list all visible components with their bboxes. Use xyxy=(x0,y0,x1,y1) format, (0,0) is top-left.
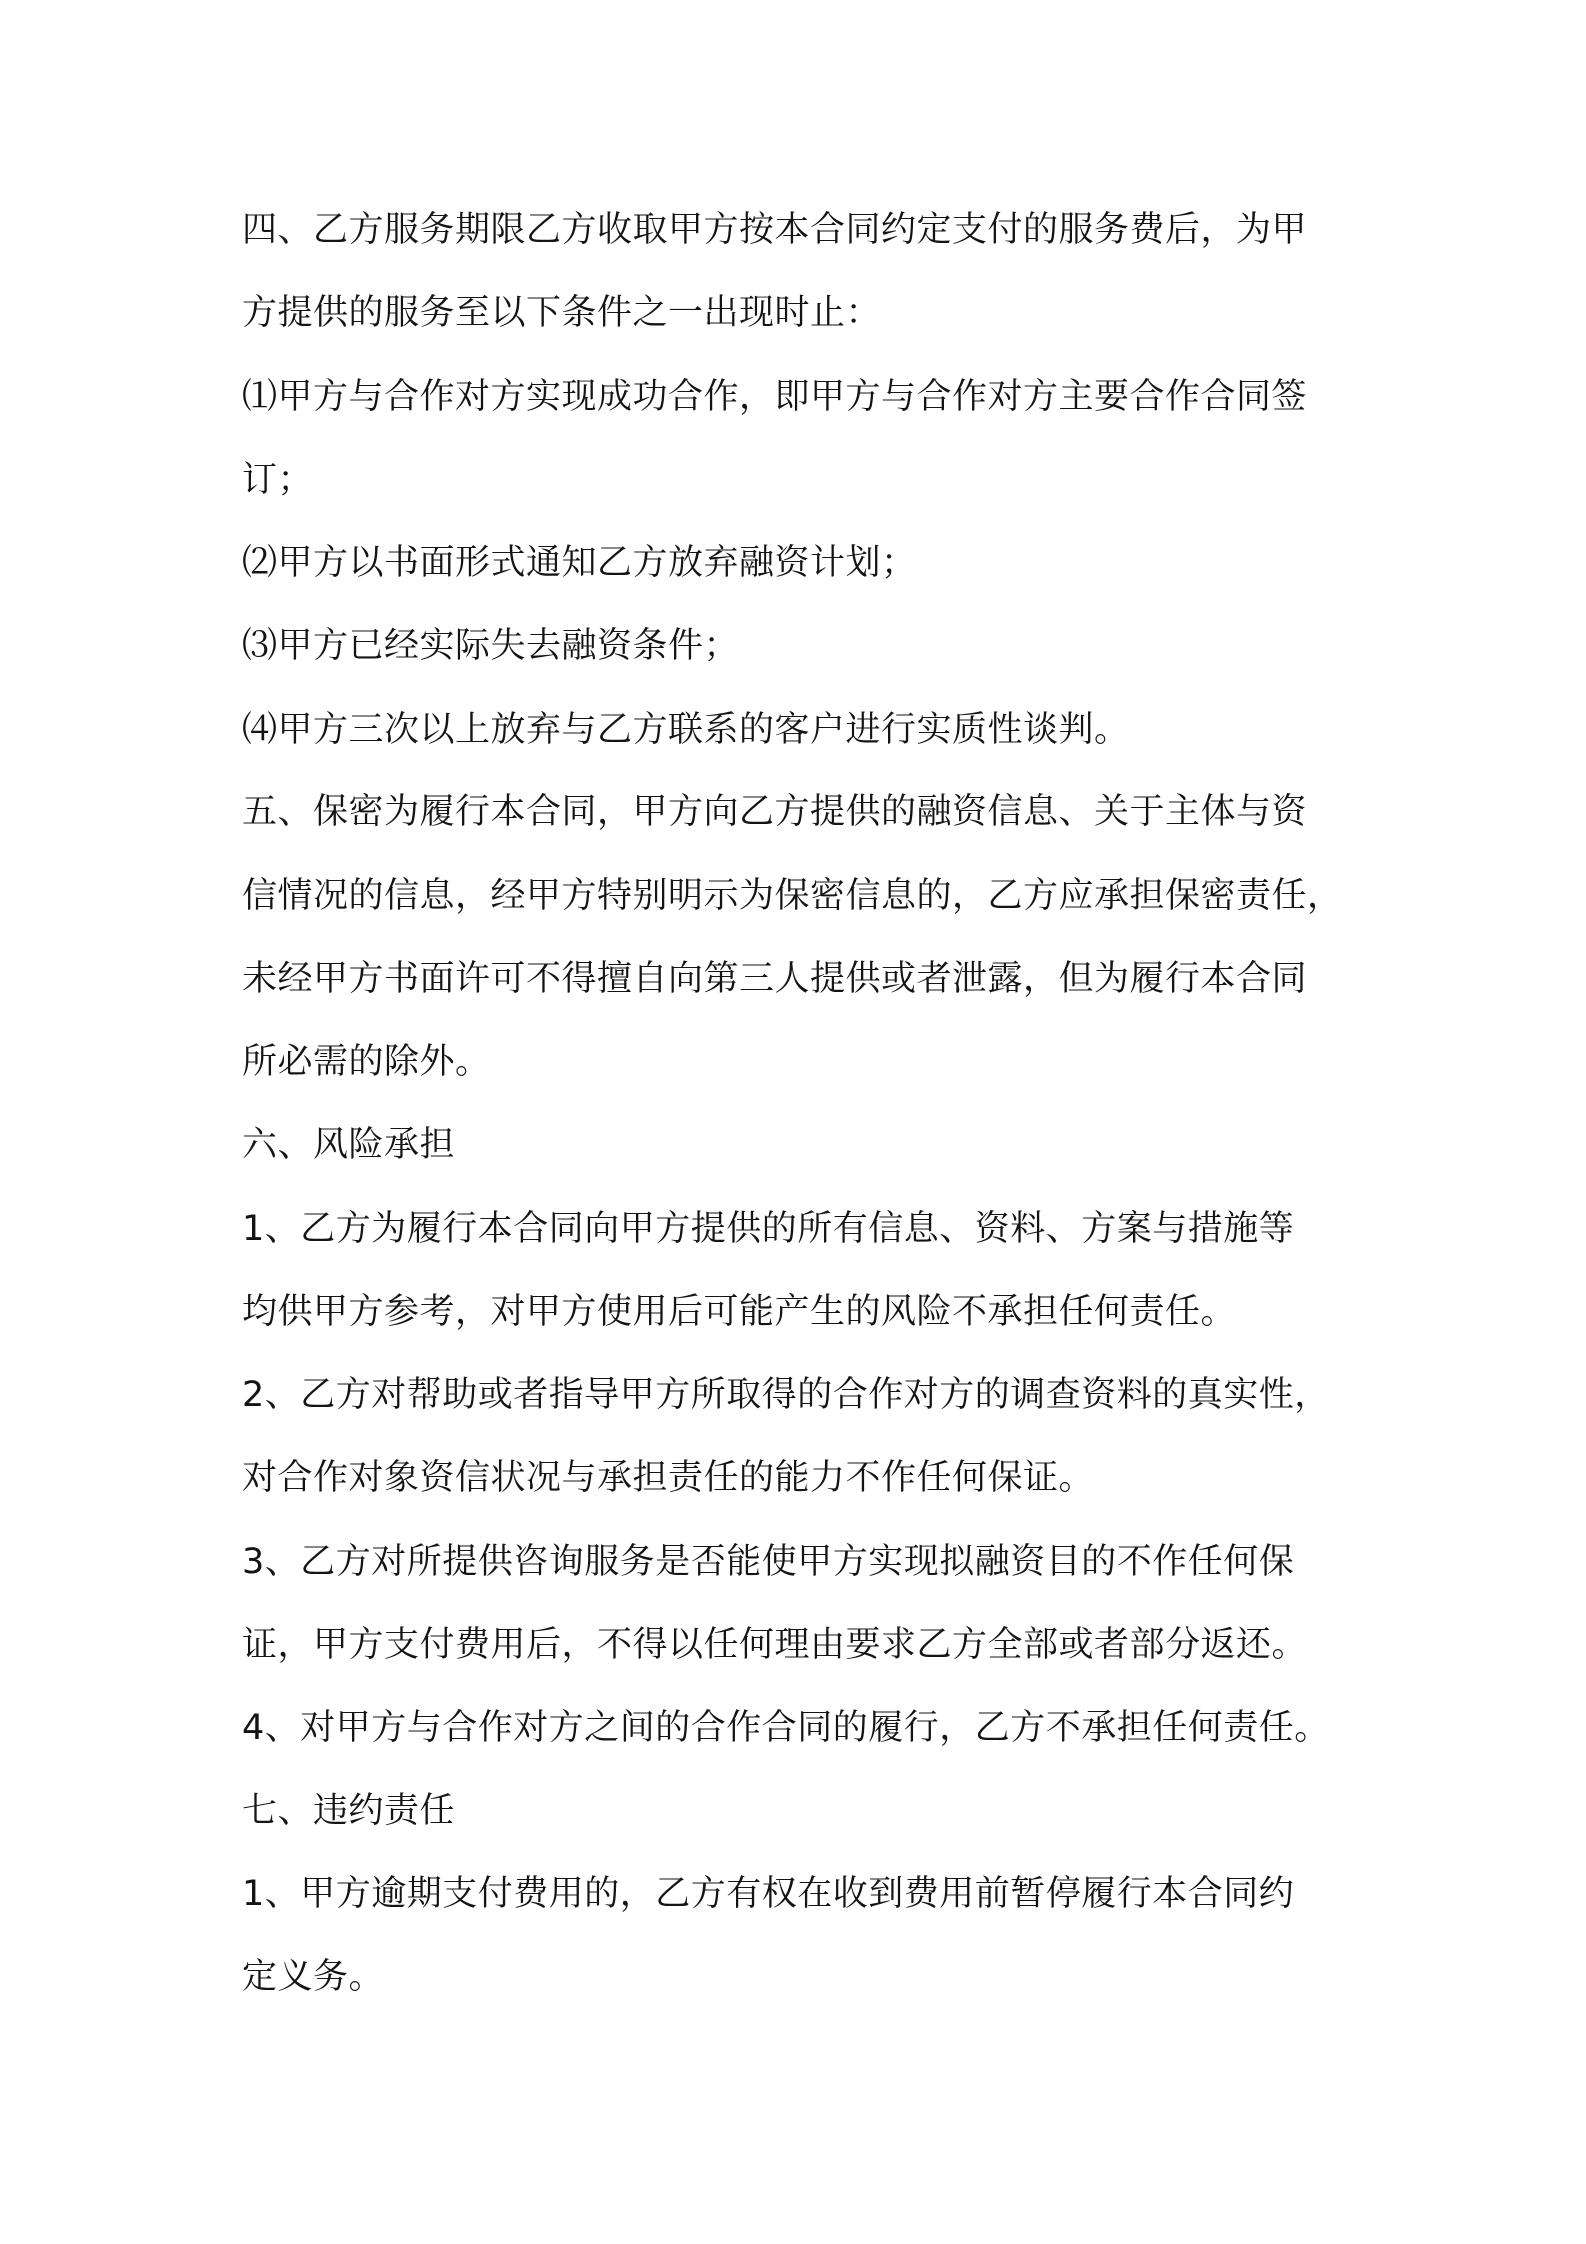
text-line: 订； xyxy=(242,460,314,500)
text-line: 对合作对象资信状况与承担责任的能力不作任何保证。 xyxy=(242,1458,1095,1498)
section-heading: 六、风险承担 xyxy=(242,1125,456,1165)
text-line: 方提供的服务至以下条件之一出现时止： xyxy=(242,293,882,333)
text-line: 3、乙方对所提供咨询服务是否能使甲方实现拟融资目的不作任何保 xyxy=(242,1542,1295,1582)
text-line: 未经甲方书面许可不得擅自向第三人提供或者泄露，但为履行本合同 xyxy=(242,959,1308,999)
text-line: ⑴甲方与合作对方实现成功合作，即甲方与合作对方主要合作合同签 xyxy=(242,377,1308,417)
text-line: 所必需的除外。 xyxy=(242,1042,491,1082)
text-line: 四、乙方服务期限乙方收取甲方按本合同约定支付的服务费后，为甲 xyxy=(242,210,1308,250)
text-line: 证，甲方支付费用后，不得以任何理由要求乙方全部或者部分返还。 xyxy=(242,1625,1308,1665)
text-line: ⑷甲方三次以上放弃与乙方联系的客户进行实质性谈判。 xyxy=(242,710,1130,750)
text-line: 4、对甲方与合作对方之间的合作合同的履行，乙方不承担任何责任。 xyxy=(242,1708,1330,1748)
text-line: 1、甲方逾期支付费用的，乙方有权在收到费用前暂停履行本合同约 xyxy=(242,1874,1295,1914)
text-line: 信情况的信息，经甲方特别明示为保密信息的，乙方应承担保密责任， xyxy=(242,876,1343,916)
text-line: ⑶甲方已经实际失去融资条件； xyxy=(242,626,740,666)
text-line: 均供甲方参考，对甲方使用后可能产生的风险不承担任何责任。 xyxy=(242,1292,1237,1332)
text-line: ⑵甲方以书面形式通知乙方放弃融资计划； xyxy=(242,543,917,583)
section-heading: 七、违约责任 xyxy=(242,1791,456,1831)
text-line: 1、乙方为履行本合同向甲方提供的所有信息、资料、方案与措施等 xyxy=(242,1209,1295,1249)
text-line: 五、保密为履行本合同，甲方向乙方提供的融资信息、关于主体与资 xyxy=(242,792,1308,832)
text-line: 定义务。 xyxy=(242,1957,385,1997)
text-line: 2、乙方对帮助或者指导甲方所取得的合作对方的调查资料的真实性， xyxy=(242,1375,1330,1415)
